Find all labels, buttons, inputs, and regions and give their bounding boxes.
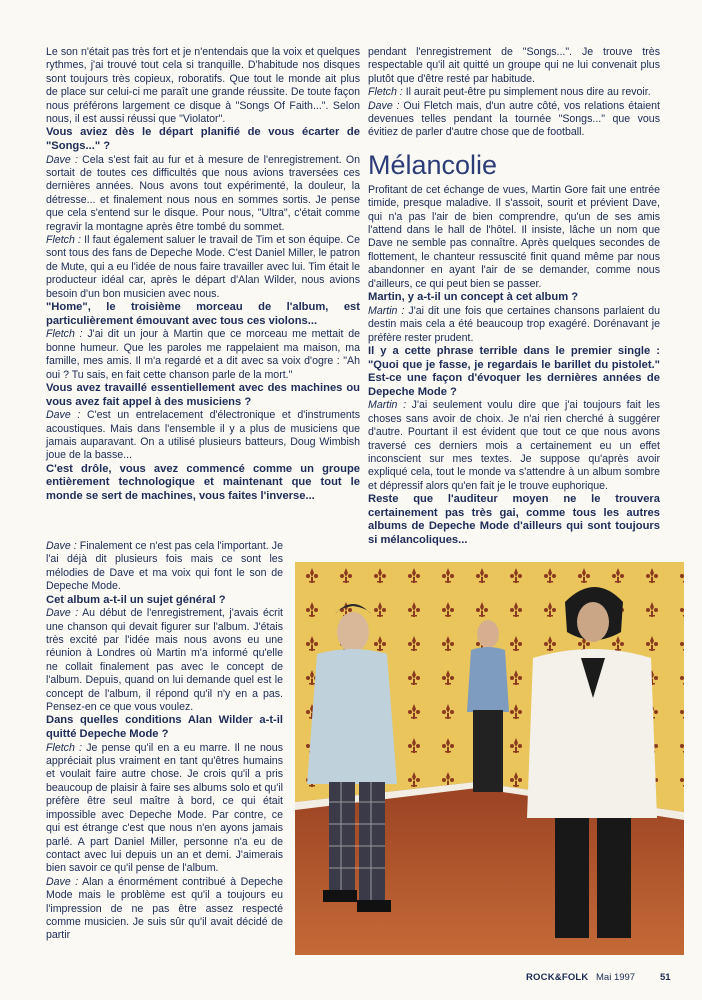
answer-text: Il faut également saluer le travail de Tim et son équipe. Ce sont tous des fans de Depeche Mode. C'est Daniel Miller, le patron de Mute, qui a eu l'idée de nous faire travailler avec lui. Tim était le producteur idéal car, après le départ d'Alan Wilder, nous avions besoin d'un bon musicien avec nous. — [46, 234, 360, 300]
speaker-name: Fletch : — [46, 741, 83, 754]
answer-text: C'est un entrelacement d'électronique et d'instruments acoustiques. Mais dans l'ensemble il y a plus de musiciens que jamais auparavant. On a utilisé plusieurs batteurs, Doug Wimbish joue de la basse... — [46, 409, 360, 462]
speaker-name: Dave : — [46, 540, 77, 552]
speaker-name: Martin : — [368, 304, 405, 317]
footer-brand: ROCK&FOLK — [526, 972, 589, 983]
answer-text: J'ai dit une fois que certaines chansons parlaient du destin mais cela a été beaucoup trop exagéré. Dorénavant je préfère rester prudent. — [368, 304, 660, 344]
interview-answer — [46, 234, 360, 301]
interview-answer — [46, 328, 360, 382]
answer-text: Je pense qu'il en a eu marre. Il ne nous appréciait plus vraiment en tant qu'êtres humains et voulait faire autre chose. Je crois qu'il a pris beaucoup de plaisir à faire ses albums solo et qu'il préfère être seul maître à bord, ce qui était impossible avec Depeche Mode. Par contre, ce qui est étrange c'est que nous n'en ayons jamais parlé. A part Daniel Miller, personne n'a eu de contact avec lui depuis un an et demi. J'aimerais bien savoir ce qu'il pense de l'album. — [46, 741, 283, 875]
answer-text: J'ai dit un jour à Martin que ce morceau me mettait de bonne humeur. Que les paroles me rappelaient ma maison, ma famille, mes amis. Il m'a regardé et a dit avec sa voix d'ogre : "Ah oui ? Tu sais, en fait cette chanson parle de la mort." — [46, 328, 360, 381]
speaker-name: Fletch : — [46, 328, 83, 341]
interview-question: Martin, y a-t-il un concept à cet album ? — [368, 291, 579, 304]
speaker-name: Fletch : — [368, 86, 403, 99]
paragraph: Le son n'était pas très fort et je n'entendais que la voix et quelques rythmes, j'ai trouvé tout cela si tranquille. D'habitude nos disques sont toujours très copieux, roboratifs. Que tout le monde ait plus de place sur celui-ci me paraît une grande réussite. De toute façon nous préférons largement ce disque à "Songs Of Faith...". Selon nous, il est aussi réussi que "Violator". — [46, 46, 360, 126]
interview-question: C'est drôle, vous avez commencé comme un groupe entièrement technologique et maintenant que tout le monde se sert de machines, vous faites l'inverse... — [46, 462, 360, 502]
interview-answer — [46, 154, 360, 234]
interview-question: Dans quelles conditions Alan Wilder a-t-il quitté Depeche Mode ? — [46, 714, 283, 741]
interview-question: Reste que l'auditeur moyen ne le trouvera certainement pas très gai, comme tous les autres albums de Depeche Mode d'ailleurs qui sont toujours si mélancoliques... — [368, 493, 660, 546]
band-photo — [295, 562, 684, 955]
interview-question: Vous aviez dès le départ planifié de vous écarter de "Songs..." ? — [46, 126, 360, 153]
paragraph: pendant l'enregistrement de "Songs...". Je trouve très respectable qu'il ait quitté un groupe qui ne lui convenait plus plutôt que d'être resté par habitude. — [368, 46, 660, 85]
interview-answer — [368, 305, 660, 345]
interview-question: Il y a cette phrase terrible dans le premier single : "Quoi que je fasse, je regardais le barillet du pistolet." Est-ce une façon d'évoquer les dernières années de Depeche Mode ? — [368, 344, 660, 398]
speaker-name: Fletch : — [46, 234, 81, 247]
page-number: 51 — [660, 972, 671, 983]
answer-text: J'ai seulement voulu dire que j'ai toujours fait les choses sans avoir de choix. Je n'ai rien cherché à suggérer d'autre. Pourtant il est évident que tout ce que nous avons traversé ces derniers mois a certainement eu un effet inconscient sur mes textes. Je suppose qu'après avoir expliqué cela, tout le monde va s'attendre à un album sombre et dépressif alors qu'en fait je le trouve euphorique. — [368, 399, 660, 492]
paragraph: Profitant de cet échange de vues, Martin Gore fait une entrée timide, presque maladive. Il s'assoit, sourit et prévient Dave, qui n'a pas l'air de bien comprendre, qu'un de ses amis l'attend dans le hall de l'hôtel. Il insiste, lâche un nom que Dave ne semble pas connaître. Après quelques secondes de flottement, le chanteur ressuscité finit quand même par nous abandonner en ayant l'air de se demander, comme nous d'ailleurs, ce qui peut bien se passer. — [368, 183, 660, 290]
answer-text: Cela s'est fait au fur et à mesure de l'enregistrement. On sortait de toutes ces difficultés que nous avions traversées ces dernières années. Nous avons tout expérimenté, la douleur, la détresse... et finalement nous nous en sommes sortis. Je pense que cela s'entend sur le disque. Pour nous, "Ultra", c'était comme regravir la montagne après être tombé du sommet. — [46, 153, 360, 233]
column-right-top — [368, 46, 660, 140]
interview-answer — [46, 540, 283, 594]
speaker-name: Dave : — [368, 99, 400, 112]
interview-answer — [46, 607, 283, 714]
interview-answer — [46, 742, 283, 876]
interview-answer — [368, 399, 660, 493]
interview-answer — [368, 100, 660, 140]
speaker-name: Martin : — [368, 399, 407, 412]
section-heading: Mélancolie — [368, 149, 498, 180]
interview-answer — [368, 86, 660, 99]
speaker-name: Dave : — [46, 409, 81, 422]
footer-date: Mai 1997 — [596, 972, 636, 983]
answer-text: Oui Fletch mais, d'un autre côté, vos relations étaient devenues telles pendant la tournée "Songs..." que vous évitiez de parler d'autre chose que de football. — [368, 99, 660, 139]
interview-answer — [46, 876, 283, 943]
interview-answer — [46, 409, 360, 463]
column-left-bottom — [46, 540, 283, 943]
speaker-name: Dave : — [46, 875, 79, 888]
interview-question: "Home", le troisième morceau de l'album, est particulièrement émouvant avec tous ces violons... — [46, 301, 360, 327]
answer-text: Alan a énormément contribué à Depeche Mode mais le problème est qu'il a toujours eu l'impression de ne pas être assez respecté comme musicien. Je suis sûr qu'il avait décidé de partir — [46, 875, 283, 942]
answer-text: Il aurait peut-être pu simplement nous dire au revoir. — [402, 86, 651, 99]
interview-question: Vous avez travaillé essentiellement avec des machines ou vous avez fait appel à des musiciens ? — [46, 381, 360, 408]
interview-question: Cet album a-t-il un sujet général ? — [46, 593, 226, 606]
speaker-name: Dave : — [46, 607, 79, 620]
answer-text: Au début de l'enregistrement, j'avais écrit une chanson qui devait figurer sur l'album. J'étais très excité par l'idée mais nous avons eu une réunion à Londres où Martin m'a informé qu'elle ne collait finalement pas avec le concept de l'album. Depuis, quand on lui demande quel est le concept de l'album, il répond qu'il n'y en a pas. Pensez-en ce que vous voulez. — [46, 607, 283, 714]
column-right-bottom — [368, 184, 660, 548]
column-left-top — [46, 46, 360, 504]
answer-text: Finalement ce n'est pas cela l'important. Je l'ai déjà dit plusieurs fois mais ce sont les mélodies de Dave et ma voix qui font le son de Depeche Mode. — [46, 540, 283, 593]
speaker-name: Dave : — [46, 153, 78, 166]
column-right — [368, 46, 660, 548]
